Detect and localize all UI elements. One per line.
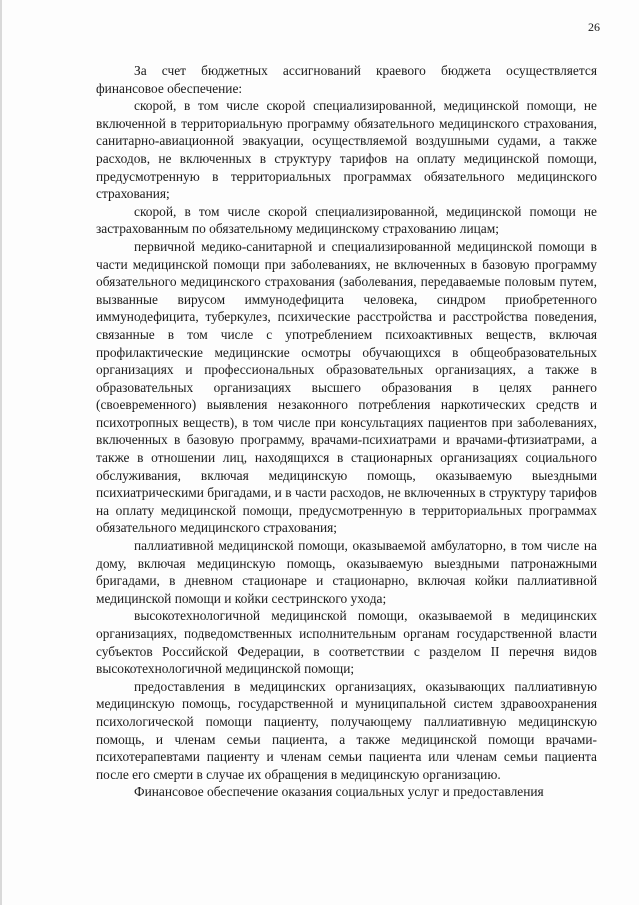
- document-body: [96, 62, 597, 801]
- paragraph-palliative-care: паллиативной медицинской помощи, оказываемой амбулаторно, в том числе на дому, включая медицинскую помощь, оказываемую выездными патронажными бригадами, в дневном стационаре и стационарно, включая койки паллиативной медицинской помощи и койки сестринского ухода;: [96, 538, 597, 606]
- paragraph-high-tech-care: высокотехнологичной медицинской помощи, оказываемой в медицинских организациях, подведомственных исполнительным органам государственной власти субъектов Российской Федерации, в соответствии с разделом II перечня видов высокотехнологичной медицинской помощи;: [96, 608, 597, 677]
- paragraph-intro: За счет бюджетных ассигнований краевого бюджета осуществляется финансовое обеспечение:: [96, 63, 597, 96]
- scan-edge: [0, 0, 2, 905]
- paragraph-psychological-help: предоставления в медицинских организациях, оказывающих паллиативную медицинскую помощь, государственной и муниципальной систем здравоохранения психологической помощи пациенту, получающему паллиативную медицинскую помощь, и членам семьи пациента, а также медицинской помощи врачами-психотерапевтами пациенту и членам семьи пациента или членам семьи пациента после его смерти в случае их обращения в медицинскую организацию.: [96, 678, 597, 782]
- paragraph-emergency-care: скорой, в том числе скорой специализированной, медицинской помощи, не включенной в территориальную программу обязательного медицинского страхования, санитарно-авиационной эвакуации, осуществляемой воздушными судами, а также расходов, не включенных в структуру тарифов на оплату медицинской помощи, предусмотренную в территориальных программах обязательного медицинского страхования;: [96, 98, 597, 202]
- paragraph-primary-specialized-care: первичной медико-санитарной и специализированной медицинской помощи в части медицинской помощи при заболеваниях, не включенных в базовую программу обязательного медицинского страхования (заболевания, передаваемые половым путем, вызванные вирусом иммунодефицита человека, синдром приобретенного иммунодефицита, туберкулез, психические расстройства и расстройства поведения, связанные в том числе с употреблением психоактивных веществ, включая профилактические медицинские осмотры обучающихся в общеобразовательных организациях и профессиональных образовательных организациях, а также в образовательных организациях высшего образования в целях раннего (своевременного) выявления незаконного потребления наркотических средств и психотропных веществ), в том числе при консультациях пациентов при заболеваниях, включенных в базовую программу, врачами-психиатрами и врачами-фтизиатрами, а также в отношении лиц, находящихся в стационарных организациях социального обслуживания, включая медицинскую помощь, оказываемую выездными психиатрическими бригадами, и в части расходов, не включенных в структуру тарифов на оплату медицинской помощи, предусмотренную в территориальных программах обязательного медицинского страхования;: [96, 238, 597, 536]
- paragraph-emergency-uninsured: скорой, в том числе скорой специализированной, медицинской помощи не застрахованным по обязательному медицинскому страхованию лицам;: [96, 203, 597, 237]
- page-number: 26: [588, 20, 600, 34]
- paragraph-financing-social-services: Финансовое обеспечение оказания социальных услуг и предоставления: [134, 784, 544, 800]
